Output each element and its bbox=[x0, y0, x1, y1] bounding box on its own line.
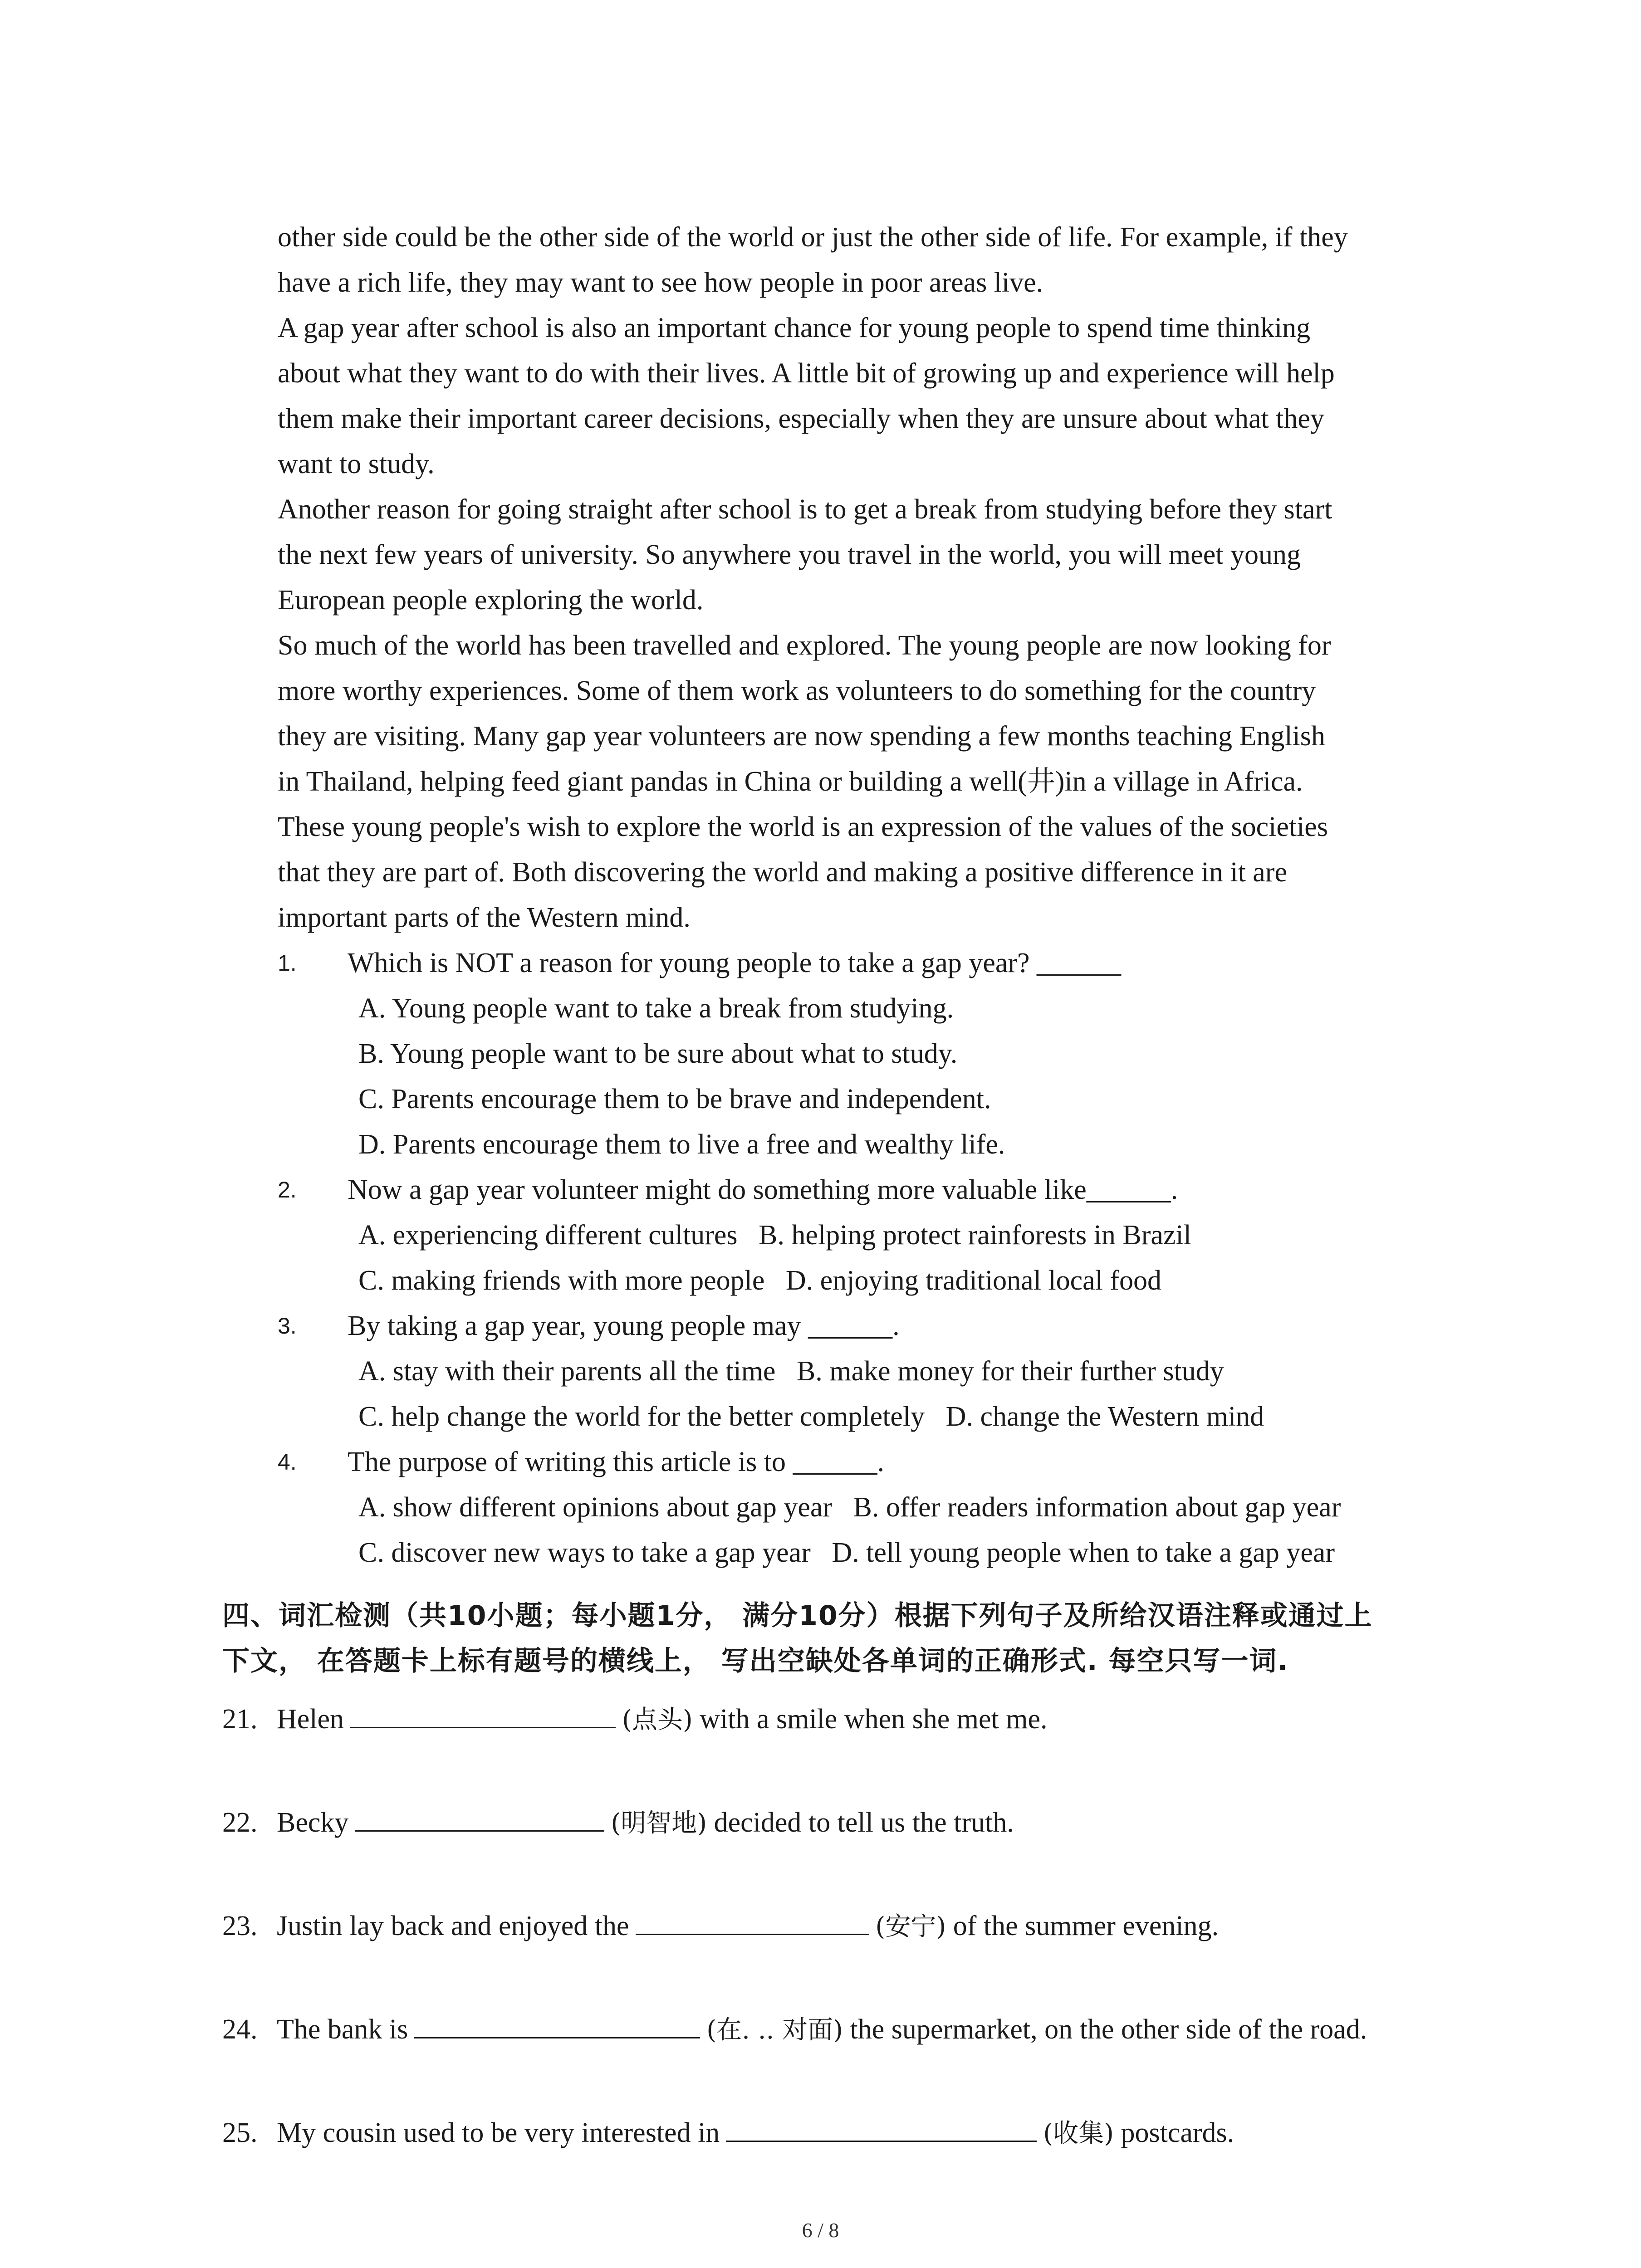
vocab-number: 22. bbox=[222, 1807, 258, 1838]
answer-option: D. Parents encourage them to live a free and wealthy life. bbox=[358, 1129, 1005, 1160]
passage-line: So much of the world has been travelled and explored. The young people are now looking for bbox=[278, 630, 1331, 661]
passage-line: want to study. bbox=[278, 449, 435, 479]
passage-line: other side could be the other side of the world or just the other side of life. For example, if they bbox=[278, 222, 1348, 253]
vocab-text-after: the supermarket, on the other side of the road. bbox=[850, 2014, 1367, 2045]
question-number: 1. bbox=[278, 950, 297, 976]
passage-line: the next few years of university. So anywhere you travel in the world, you will meet young bbox=[278, 539, 1301, 570]
vocab-number: 21. bbox=[222, 1704, 258, 1735]
vocab-item bbox=[222, 2007, 1367, 2053]
passage-line: more worthy experiences. Some of them work as volunteers to do something for the country bbox=[278, 675, 1316, 706]
vocab-hint: (点头) bbox=[622, 1705, 693, 1735]
answer-option: C. discover new ways to take a gap year D. tell young people when to take a gap year bbox=[358, 1537, 1335, 1568]
passage-line: A gap year after school is also an important chance for young people to spend time thinking bbox=[278, 313, 1311, 343]
vocab-text-before: Helen bbox=[277, 1704, 344, 1735]
vocab-item bbox=[222, 2110, 1234, 2156]
vocab-number: 23. bbox=[222, 1911, 258, 1941]
answer-option: C. help change the world for the better completely D. change the Western mind bbox=[358, 1401, 1264, 1432]
passage-line: them make their important career decisions, especially when they are unsure about what they bbox=[278, 403, 1324, 434]
vocab-text-before: Justin lay back and enjoyed the bbox=[277, 1911, 629, 1941]
vocab-item bbox=[222, 1696, 1047, 1743]
vocab-number: 25. bbox=[222, 2117, 258, 2148]
answer-option: C. Parents encourage them to be brave and independent. bbox=[358, 1084, 991, 1114]
question-text: Which is NOT a reason for young people to take a gap year? ______ bbox=[348, 948, 1122, 978]
question-text: The purpose of writing this article is to ______. bbox=[348, 1447, 884, 1477]
passage-line: European people exploring the world. bbox=[278, 585, 704, 616]
answer-blank[interactable] bbox=[636, 1906, 869, 1935]
answer-blank[interactable] bbox=[726, 2112, 1037, 2142]
vocab-text-after: postcards. bbox=[1121, 2117, 1234, 2148]
passage-line: in Thailand, helping feed giant pandas in China or building a well(井)in a village in Africa. bbox=[278, 766, 1303, 797]
passage-line: have a rich life, they may want to see how people in poor areas live. bbox=[278, 267, 1043, 298]
answer-option: A. Young people want to take a break from studying. bbox=[358, 993, 954, 1024]
vocab-hint: (收集) bbox=[1043, 2119, 1114, 2148]
answer-option: B. Young people want to be sure about what to study. bbox=[358, 1038, 958, 1069]
question-text: Now a gap year volunteer might do something more valuable like______. bbox=[348, 1174, 1178, 1205]
vocab-text-after: decided to tell us the truth. bbox=[714, 1807, 1014, 1838]
passage-line: they are visiting. Many gap year volunteers are now spending a few months teaching English bbox=[278, 721, 1325, 752]
passage-line: that they are part of. Both discovering the world and making a positive difference in it are bbox=[278, 857, 1287, 888]
question-number: 3. bbox=[278, 1313, 297, 1339]
answer-option: A. stay with their parents all the time B. make money for their further study bbox=[358, 1356, 1224, 1387]
passage-line: These young people's wish to explore the world is an expression of the values of the societies bbox=[278, 811, 1328, 842]
section-heading: 下文， 在答题卡上标有题号的横线上， 写出空缺处各单词的正确形式. 每空只写一词. bbox=[222, 1645, 1289, 1677]
passage-line: important parts of the Western mind. bbox=[278, 902, 691, 933]
vocab-text-after: of the summer evening. bbox=[953, 1911, 1219, 1941]
vocab-text-before: Becky bbox=[277, 1807, 349, 1838]
answer-option: C. making friends with more people D. enjoying traditional local food bbox=[358, 1265, 1162, 1296]
vocab-text-before: The bank is bbox=[277, 2014, 408, 2045]
vocab-hint: (明智地) bbox=[611, 1809, 707, 1838]
answer-blank[interactable] bbox=[350, 1699, 616, 1728]
vocab-hint: (在. .. 对面) bbox=[706, 2015, 843, 2045]
section-heading: 四、词汇检测（共10小题；每小题1分， 满分10分）根据下列句子及所给汉语注释或通过上 bbox=[222, 1600, 1373, 1632]
vocab-item bbox=[222, 1903, 1219, 1950]
vocab-item bbox=[222, 1800, 1014, 1846]
question-number: 4. bbox=[278, 1449, 297, 1475]
passage-line: about what they want to do with their lives. A little bit of growing up and experience will help bbox=[278, 358, 1335, 389]
question-text: By taking a gap year, young people may ______. bbox=[348, 1310, 900, 1341]
vocab-number: 24. bbox=[222, 2014, 258, 2045]
answer-blank[interactable] bbox=[355, 1802, 604, 1832]
answer-option: A. show different opinions about gap year B. offer readers information about gap year bbox=[358, 1492, 1341, 1523]
answer-option: A. experiencing different cultures B. helping protect rainforests in Brazil bbox=[358, 1220, 1191, 1251]
question-number: 2. bbox=[278, 1177, 297, 1202]
page-number: 6 / 8 bbox=[802, 2219, 839, 2242]
passage-line: Another reason for going straight after school is to get a break from studying before they start bbox=[278, 494, 1332, 525]
answer-blank[interactable] bbox=[414, 2009, 700, 2038]
vocab-hint: (安宁) bbox=[875, 1912, 946, 1941]
vocab-text-before: My cousin used to be very interested in bbox=[277, 2117, 720, 2148]
vocab-text-after: with a smile when she met me. bbox=[700, 1704, 1048, 1735]
